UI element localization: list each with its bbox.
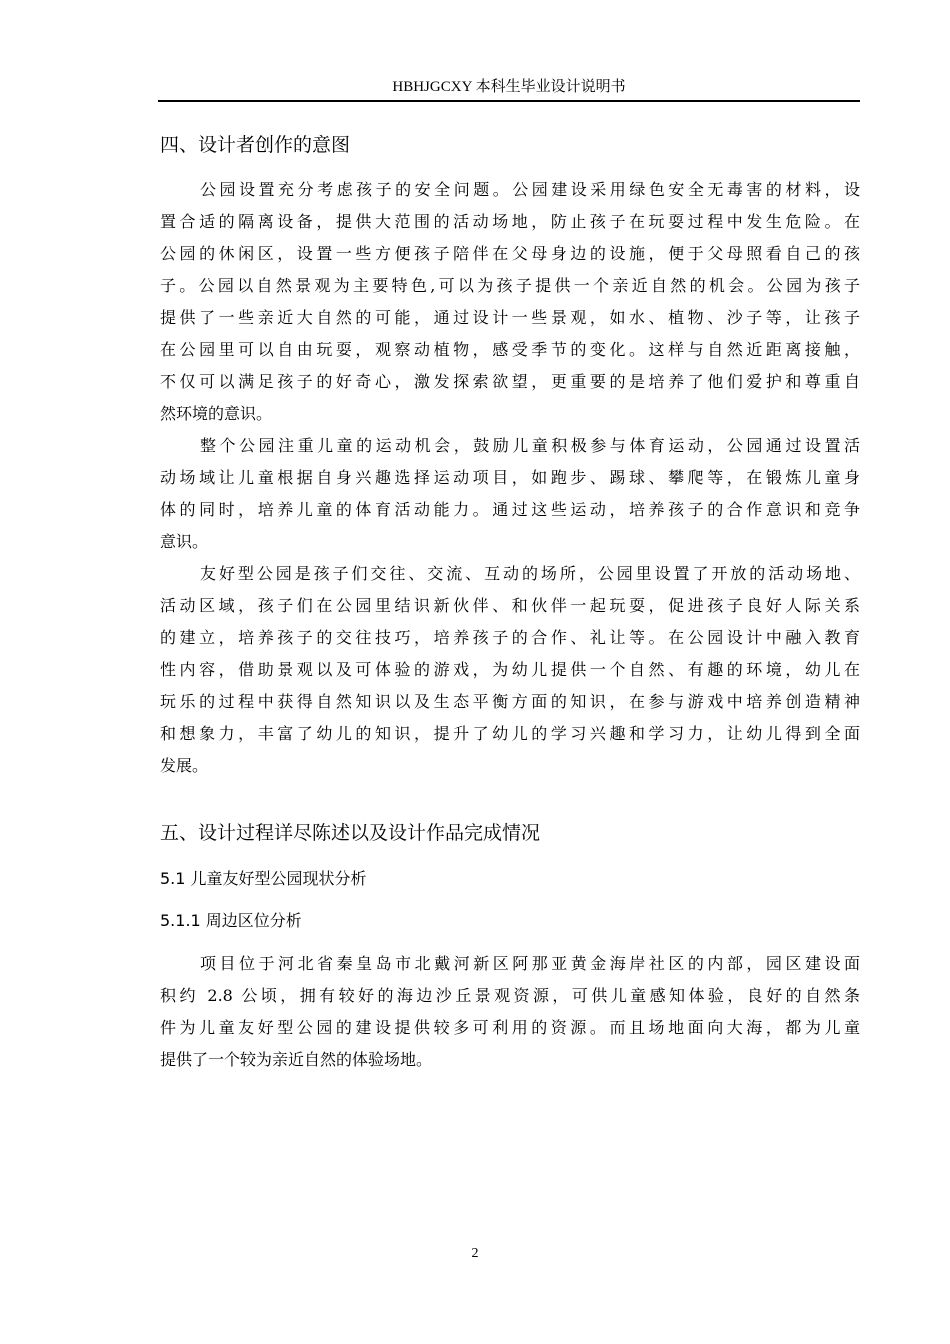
text-line: 发展。 — [160, 756, 209, 775]
text-line: 友好型公园是孩子们交往、交流、互动的场所，公园里设置了开放的活动场地、 — [200, 564, 860, 583]
text-line: 不仅可以满足孩子的好奇心，激发探索欲望，更重要的是培养了他们爱护和尊重自 — [160, 372, 860, 391]
text-line: 然环境的意识。 — [160, 404, 273, 423]
text-line: 体的同时，培养儿童的体育活动能力。通过这些运动，培养孩子的合作意识和竞争 — [160, 500, 860, 519]
text-line: 公园设置充分考虑孩子的安全问题。公园建设采用绿色安全无毒害的材料，设 — [200, 180, 860, 199]
header-rule — [158, 100, 860, 102]
text-line: 积约 2.8 公顷，拥有较好的海边沙丘景观资源，可供儿童感知体验，良好的自然条 — [160, 986, 860, 1005]
text-line: 提供了一个较为亲近自然的体验场地。 — [160, 1050, 433, 1069]
section-4-heading: 四、设计者创作的意图 — [160, 134, 351, 156]
section-5-1-heading: 5.1 儿童友好型公园现状分析 — [160, 869, 367, 888]
text-line: 性内容，借助景观以及可体验的游戏，为幼儿提供一个自然、有趣的环境，幼儿在 — [160, 660, 860, 679]
page-content — [160, 126, 860, 1076]
running-header: HBHJGCXY 本科生毕业设计说明书 — [392, 79, 626, 95]
text-line: 项目位于河北省秦皇岛市北戴河新区阿那亚黄金海岸社区的内部，园区建设面 — [200, 954, 860, 973]
text-line: 玩乐的过程中获得自然知识以及生态平衡方面的知识，在参与游戏中培养创造精神 — [160, 692, 860, 711]
text-line: 动场域让儿童根据自身兴趣选择运动项目，如跑步、踢球、攀爬等，在锻炼儿童身 — [160, 468, 860, 487]
page-number: 2 — [471, 1246, 479, 1261]
section-4-paragraph-1 — [160, 174, 860, 430]
section-4-paragraph-2 — [160, 430, 860, 558]
text-line: 公园的休闲区，设置一些方便孩子陪伴在父母身边的设施，便于父母照看自己的孩 — [160, 244, 860, 263]
text-line: 置合适的隔离设备，提供大范围的活动场地，防止孩子在玩耍过程中发生危险。在 — [160, 212, 860, 231]
section-5-heading: 五、设计过程详尽陈述以及设计作品完成情况 — [160, 822, 541, 844]
text-line: 提供了一些亲近大自然的可能，通过设计一些景观，如水、植物、沙子等，让孩子 — [160, 308, 860, 327]
text-line: 子。公园以自然景观为主要特色,可以为孩子提供一个亲近自然的机会。公园为孩子 — [160, 276, 860, 295]
section-5-1-1-heading: 5.1.1 周边区位分析 — [160, 911, 302, 930]
text-line: 的建立，培养孩子的交往技巧，培养孩子的合作、礼让等。在公园设计中融入教育 — [160, 628, 860, 647]
text-line: 件为儿童友好型公园的建设提供较多可利用的资源。而且场地面向大海，都为儿童 — [160, 1018, 860, 1037]
text-line: 活动区域，孩子们在公园里结识新伙伴、和伙伴一起玩耍，促进孩子良好人际关系 — [160, 596, 860, 615]
text-line: 在公园里可以自由玩耍，观察动植物，感受季节的变化。这样与自然近距离接触， — [160, 340, 860, 359]
text-line: 和想象力，丰富了幼儿的知识，提升了幼儿的学习兴趣和学习力，让幼儿得到全面 — [160, 724, 860, 743]
text-line: 意识。 — [160, 532, 209, 551]
section-5-paragraph-1 — [160, 948, 860, 1076]
text-line: 整个公园注重儿童的运动机会，鼓励儿童积极参与体育运动，公园通过设置活 — [200, 436, 860, 455]
section-4-paragraph-3 — [160, 558, 860, 782]
